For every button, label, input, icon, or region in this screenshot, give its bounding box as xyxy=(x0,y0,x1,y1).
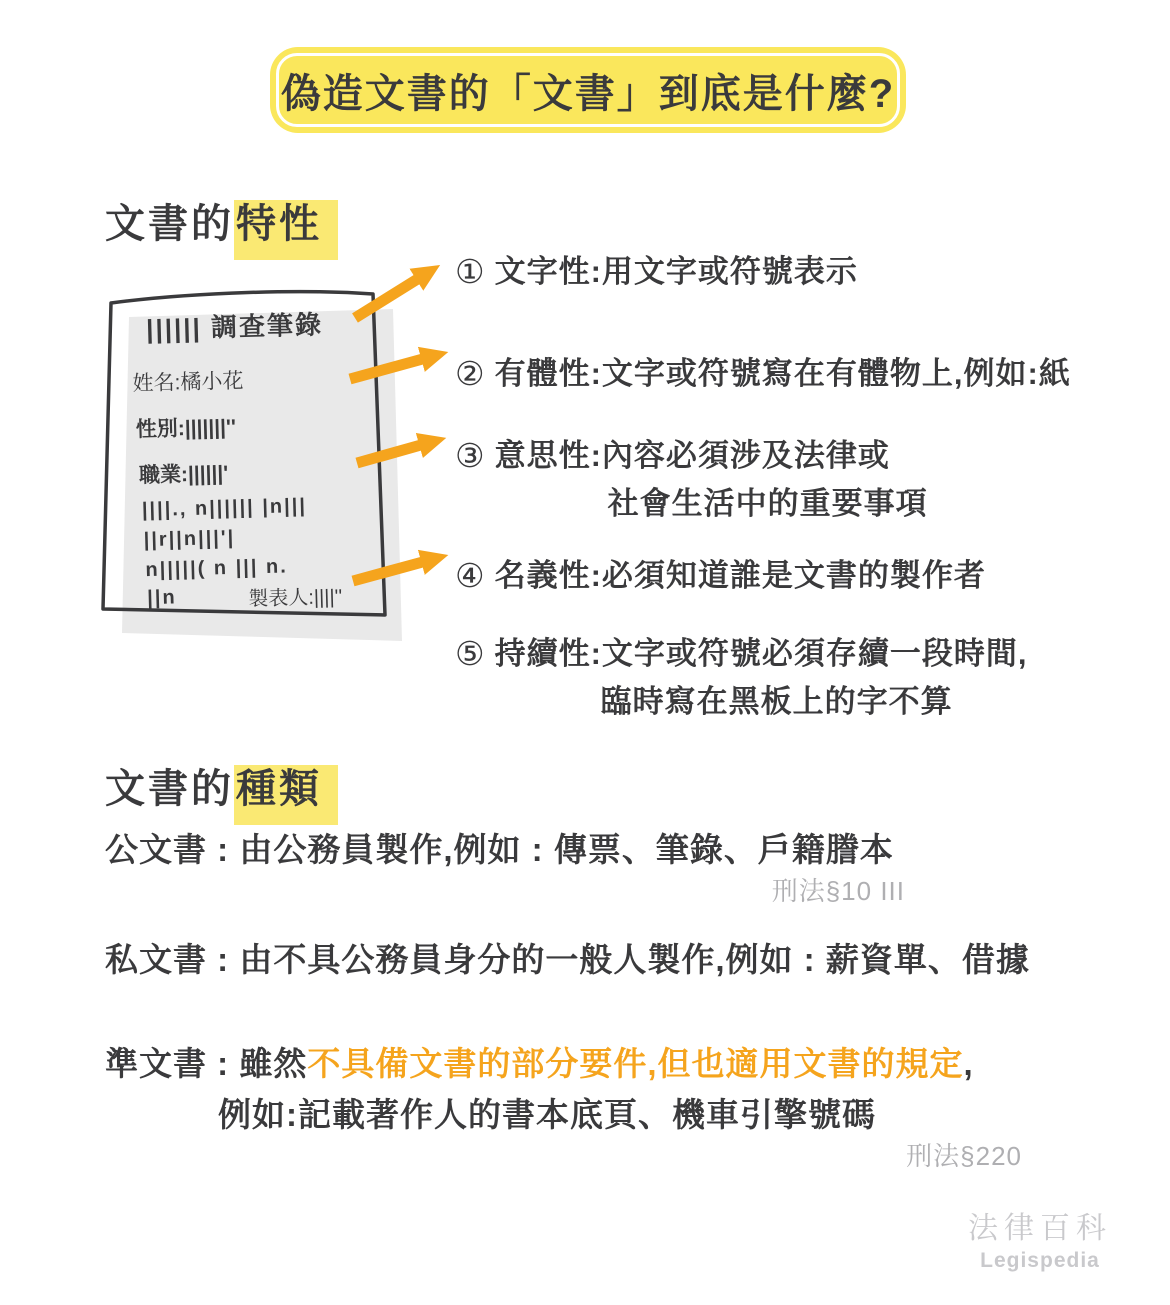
arrows xyxy=(340,250,465,640)
legal-ref-public: 刑法§10 III xyxy=(771,876,905,906)
item-number: ③ xyxy=(455,437,486,474)
legal-ref-quasi: 刑法§220 xyxy=(906,1141,1022,1171)
title-banner-border xyxy=(276,53,900,127)
doc-title: |||||| 調查筆錄 xyxy=(145,309,324,345)
public-document-row xyxy=(105,829,894,870)
quasi-document-row xyxy=(105,1043,974,1135)
feature-text: 持續性:文字或符號必須存續一段時間, xyxy=(494,636,1028,671)
feature-text: 名義性:必須知道誰是文書的製作者 xyxy=(494,558,986,593)
site-logo xyxy=(968,1203,1112,1273)
page-title: 偽造文書的「文書」到底是什麼? xyxy=(280,71,896,116)
logo-chinese: 法律百科 xyxy=(968,1212,1112,1245)
feature-text-line2: 臨時寫在黑板上的字不算 xyxy=(600,684,953,719)
doc-field-name: 姓名:橘小花 xyxy=(132,369,244,396)
item-number: ④ xyxy=(455,557,486,594)
doc-scribble-line: ||||., n|||||| |n||| xyxy=(141,494,308,522)
features-heading xyxy=(105,192,338,249)
feature-text: 有體性:文字或符號寫在有體物上,例如:紙 xyxy=(494,356,1071,391)
feature-item-4 xyxy=(455,552,986,600)
feature-text-line2: 社會生活中的重要事項 xyxy=(607,486,928,521)
feature-text: 文字性:用文字或符號表示 xyxy=(494,254,858,289)
doc-scribble-line: ||r||n|||'| xyxy=(143,526,236,552)
item-number: ② xyxy=(455,355,486,392)
feature-item-5 xyxy=(455,630,1028,726)
arrow-icon-1 xyxy=(355,275,424,318)
feature-item-3 xyxy=(455,432,928,528)
quasi-document-line1 xyxy=(105,1043,974,1084)
feature-item-2 xyxy=(455,350,1071,398)
public-document-text: 公文書 : 由公務員製作,例如 : 傳票、筆錄、戶籍謄本 xyxy=(105,831,894,868)
types-heading-prefix: 文書的 xyxy=(105,767,234,811)
feature-item-1 xyxy=(455,248,858,296)
doc-scribble-line: n|||||( n ||| n. xyxy=(145,555,289,582)
quasi-suffix: , xyxy=(963,1045,974,1082)
logo-english: Legispedia xyxy=(980,1249,1100,1272)
item-number: ⑤ xyxy=(455,635,486,672)
quasi-orange-text: 不具備文書的部分要件,但也適用文書的規定 xyxy=(307,1045,964,1082)
arrow-icon-3 xyxy=(357,443,428,463)
private-document-row xyxy=(105,939,1030,980)
doc-maker: 製表人:||||'' xyxy=(248,586,343,611)
types-heading-highlight: 種類 xyxy=(234,765,338,825)
doc-scribble-line: ||n xyxy=(146,586,177,610)
features-heading-highlight: 特性 xyxy=(234,200,338,260)
private-document-text: 私文書 : 由不具公務員身分的一般人製作,例如 : 薪資單、借據 xyxy=(105,941,1030,978)
title-banner xyxy=(270,47,906,133)
quasi-document-line2: 例如:記載著作人的書本底頁、機車引擎號碼 xyxy=(218,1096,876,1133)
item-number: ① xyxy=(455,253,486,290)
doc-field-gender: 性別:|||||||'' xyxy=(135,415,237,442)
doc-field-job: 職業:||||||' xyxy=(138,461,229,488)
feature-text: 意思性:內容必須涉及法律或 xyxy=(494,438,890,473)
features-heading-prefix: 文書的 xyxy=(105,202,234,246)
quasi-prefix: 準文書 : 雖然 xyxy=(105,1045,308,1082)
arrow-icon-4 xyxy=(353,560,430,581)
arrow-icon-2 xyxy=(350,357,430,379)
types-heading xyxy=(105,757,338,814)
